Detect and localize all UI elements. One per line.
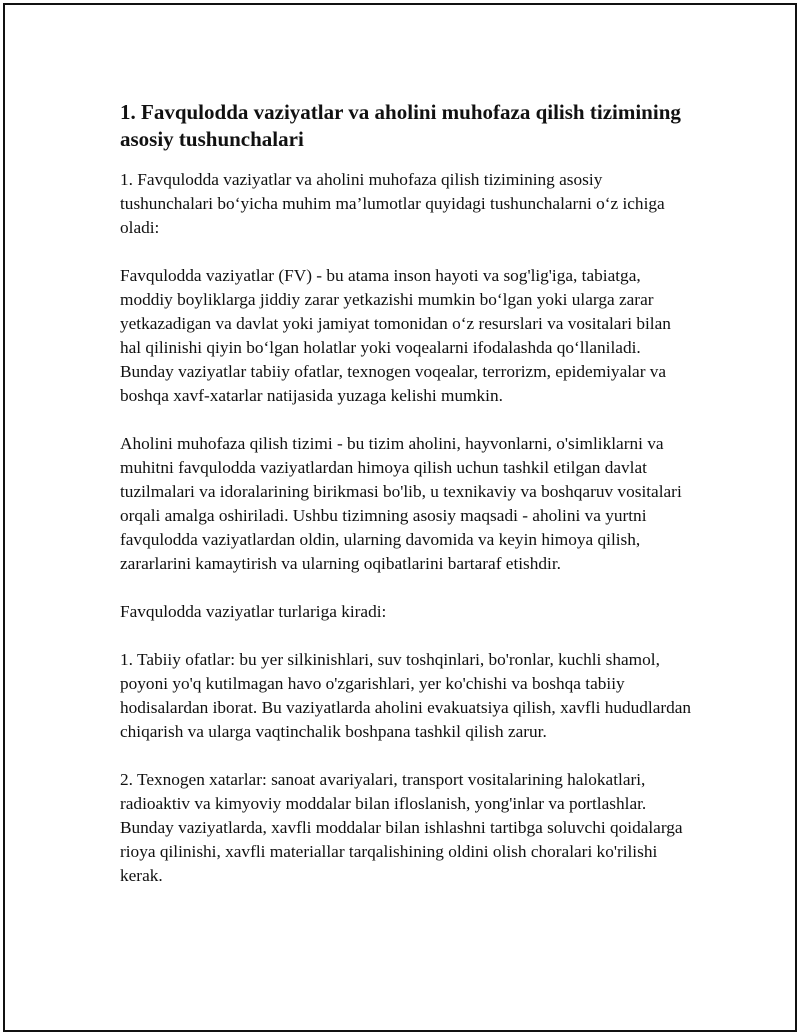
document-title: 1. Favqulodda vaziyatlar va aholini muhofaza qilish tizimining asosiy tushunchalari [120, 100, 681, 151]
document-page [3, 3, 797, 1032]
paragraph-intro: 1. Favqulodda vaziyatlar va aholini muhofaza qilish tizimining asosiy tushunchalari bo‘yicha muhim ma’lumotlar quyidagi tushunchalarni o‘z ichiga oladi: [120, 170, 665, 237]
paragraph-protection-system: Aholini muhofaza qilish tizimi - bu tizim aholini, hayvonlarni, o'simliklarni va muhitni favqulodda vaziyatlardan himoya qilish uchun tashkil etilgan davlat tuzilmalari va idoralarining birikmasi bo'lib, u texnikaviy va boshqaruv vositalari orqali amalga oshiriladi. Ushbu tizimning asosiy maqsadi - aholini va yurtni favqulodda vaziyatlardan oldin, ularning davomida va keyin himoya qilish, zararlarini kamaytirish va ularning oqibatlarini bartaraf etishdir. [120, 434, 682, 573]
paragraph-natural-disasters: 1. Tabiiy ofatlar: bu yer silkinishlari, suv toshqinlari, bo'ronlar, kuchli shamol, poyoni yo'q kutilmagan havo o'zgarishlari, yer ko'chishi va boshqa tabiiy hodisalardan iborat. Bu vaziyatlarda aholini evakuatsiya qilish, xavfli hududlardan chiqarish va ularga vaqtinchalik boshpana tashkil qilish zarur. [120, 650, 692, 741]
paragraph-types-heading: Favqulodda vaziyatlar turlariga kiradi: [120, 602, 387, 621]
document-body [120, 99, 695, 912]
paragraph-technogenic-hazards: 2. Texnogen xatarlar: sanoat avariyalari, transport vositalarining halokatlari, radioaktiv va kimyoviy moddalar bilan ifloslanish, yong'inlar va portlashlar. Bunday vaziyatlarda, xavfli moddalar bilan ishlashni tartibga soluvchi qoidalarga rioya qilinishi, xavfli materiallar tarqalishining oldini olish choralari ko'rilishi kerak. [120, 770, 683, 885]
paragraph-emergency-definition: Favqulodda vaziyatlar (FV) - bu atama inson hayoti va sog'lig'iga, tabiatga, moddiy boyliklarga jiddiy zarar yetkazishi mumkin bo‘lgan yoki ularga zarar yetkazadigan va davlat yoki jamiyat tomonidan o‘z resurslari va vositalari bilan hal qilinishi qiyin bo‘lgan holatlar yoki voqealarni ifodalashda qo‘llaniladi. Bunday vaziyatlar tabiiy ofatlar, texnogen voqealar, terrorizm, epidemiyalar va boshqa xavf-xatarlar natijasida yuzaga kelishi mumkin. [120, 266, 671, 405]
